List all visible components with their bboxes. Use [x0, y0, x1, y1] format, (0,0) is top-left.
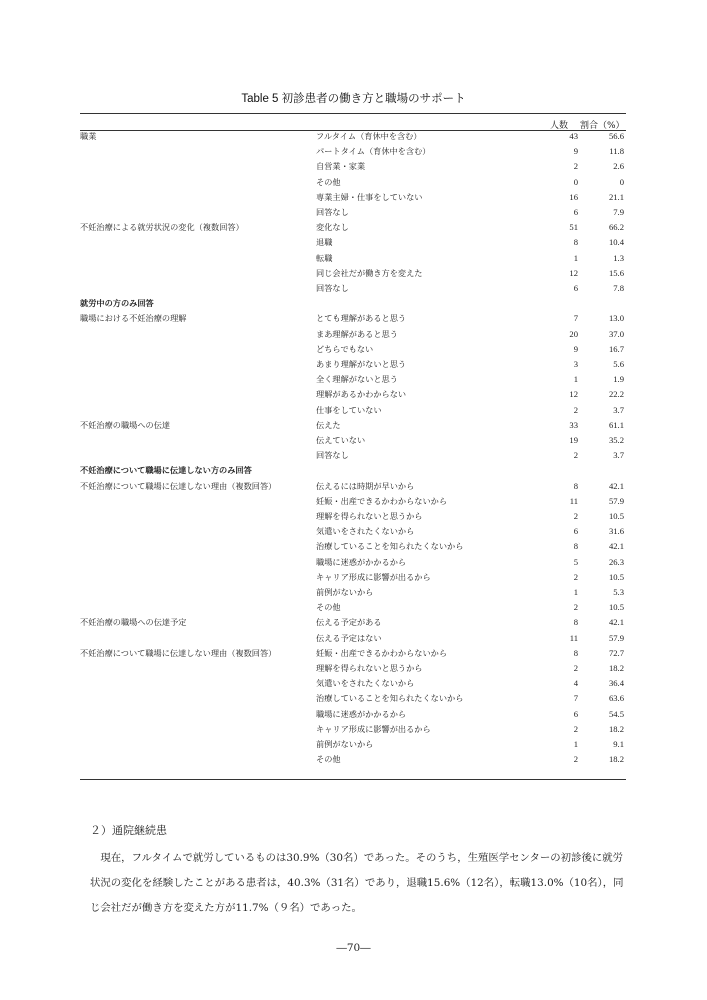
- table-row: [80, 479, 626, 494]
- table-title: Table 5 初診患者の働き方と職場のサポート: [241, 93, 466, 105]
- row-category: 職場における不妊治療の理解: [80, 313, 187, 324]
- row-item: 回答なし: [316, 207, 349, 217]
- row-percent: 5.6: [613, 359, 624, 369]
- row-category: 就労中の方のみ回答: [80, 298, 154, 309]
- row-percent: 26.3: [608, 556, 624, 567]
- row-percent: 3.7: [613, 404, 624, 415]
- row-item: 伝えるには時期が早いから: [316, 480, 415, 491]
- row-percent: 13.0: [608, 313, 624, 324]
- row-item: 妊娠・出産できるかわからないから: [316, 647, 448, 658]
- row-item: キャリア形成に影響が出るから: [316, 723, 431, 734]
- table-row: [80, 463, 626, 478]
- row-item: 自営業・家業: [316, 161, 366, 172]
- row-count: 11: [569, 632, 578, 643]
- table-row: [80, 691, 626, 706]
- table-row: [80, 570, 626, 585]
- row-count: 2: [573, 663, 578, 673]
- row-percent: 16.7: [608, 343, 624, 354]
- table-row: [80, 129, 626, 144]
- row-category: 不妊治療について職場に伝達しない理由（複数回答）: [80, 480, 277, 491]
- table-row: [80, 615, 626, 630]
- row-count: 8: [573, 237, 578, 248]
- table-row: [80, 555, 626, 570]
- table-row: [80, 342, 626, 357]
- row-percent: 57.9: [608, 632, 624, 643]
- row-percent: 21.1: [608, 191, 624, 202]
- row-item: 気遣いをされたくないから: [316, 678, 415, 689]
- row-percent: 10.4: [608, 237, 624, 248]
- row-count: 5: [573, 556, 578, 567]
- row-category: 不妊治療について職場に伝達しない理由（複数回答）: [80, 647, 277, 658]
- row-count: 1: [573, 587, 578, 597]
- section-heading: ２）通院継続患: [90, 824, 167, 837]
- row-percent: 35.2: [608, 435, 624, 445]
- table-row: [80, 327, 626, 342]
- row-count: 9: [573, 146, 578, 157]
- row-count: 51: [569, 222, 578, 233]
- table-row: [80, 737, 626, 752]
- row-item: 伝えた: [316, 419, 341, 430]
- row-count: 2: [573, 602, 578, 613]
- row-percent: 18.2: [608, 723, 624, 734]
- table-row: [80, 433, 626, 448]
- row-category: 不妊治療について職場に伝達しない方のみ回答: [80, 465, 252, 476]
- row-count: 12: [569, 267, 578, 278]
- row-item: フルタイム（育休中を含む）: [316, 131, 422, 141]
- row-percent: 31.6: [608, 526, 624, 537]
- row-count: 16: [569, 191, 578, 202]
- row-count: 2: [573, 571, 578, 582]
- table-row: [80, 190, 626, 205]
- row-item: 理解を得られないと思うから: [316, 511, 423, 521]
- row-count: 8: [573, 647, 578, 658]
- table-row: [80, 524, 626, 539]
- row-item: 気遣いをされたくないから: [316, 526, 415, 537]
- row-percent: 18.2: [608, 754, 624, 765]
- row-percent: 36.4: [608, 678, 624, 689]
- row-item: 同じ会社だが働き方を変えた: [316, 267, 423, 278]
- table-row: [80, 494, 626, 509]
- table-row: [80, 448, 626, 463]
- row-category: 職業: [80, 131, 97, 141]
- row-percent: 7.8: [613, 283, 624, 293]
- row-count: 1: [573, 374, 578, 385]
- page-number: ―70―: [336, 942, 371, 954]
- row-item: 退職: [316, 237, 333, 248]
- table-bottom-rule: [80, 779, 626, 780]
- row-percent: 10.5: [608, 571, 624, 582]
- row-percent: 56.6: [608, 131, 624, 141]
- row-item: その他: [316, 602, 341, 613]
- table-row: [80, 372, 626, 387]
- row-item: まあ理解があると思う: [316, 328, 398, 339]
- row-percent: 61.1: [608, 419, 624, 430]
- row-count: 2: [573, 723, 578, 734]
- table-row: [80, 585, 626, 600]
- row-item: 全く理解がないと思う: [316, 374, 398, 385]
- row-count: 2: [573, 404, 578, 415]
- row-category: 不妊治療の職場への伝達: [80, 419, 171, 430]
- table-row: [80, 251, 626, 266]
- table-row: [80, 600, 626, 615]
- row-item: 理解があるかわからない: [316, 389, 407, 400]
- row-count: 20: [569, 328, 578, 339]
- row-percent: 42.1: [608, 480, 624, 491]
- row-item: 職場に迷惑がかかるから: [316, 556, 407, 567]
- row-item: あまり理解がないと思う: [316, 359, 407, 369]
- row-percent: 3.7: [613, 450, 624, 461]
- row-item: その他: [316, 176, 341, 187]
- row-item: 回答なし: [316, 283, 349, 293]
- row-count: 2: [573, 511, 578, 521]
- row-item: 仕事をしていない: [316, 404, 382, 415]
- table-top-rule: [80, 113, 626, 114]
- row-count: 19: [569, 435, 578, 445]
- row-percent: 54.5: [608, 708, 624, 719]
- row-count: 4: [573, 678, 578, 689]
- row-count: 6: [573, 708, 578, 719]
- row-category: 不妊治療による就労状況の変化（複数回答）: [80, 222, 244, 233]
- row-count: 1: [573, 252, 578, 263]
- row-item: とても理解があると思う: [316, 313, 407, 324]
- table-row: [80, 403, 626, 418]
- row-count: 2: [573, 450, 578, 461]
- table-row: [80, 539, 626, 554]
- row-percent: 2.6: [613, 161, 624, 172]
- row-count: 33: [569, 419, 578, 430]
- row-percent: 42.1: [608, 617, 624, 628]
- table-row: [80, 357, 626, 372]
- table-row: [80, 722, 626, 737]
- row-percent: 22.2: [608, 389, 624, 400]
- table-row: [80, 752, 626, 767]
- row-count: 43: [569, 131, 578, 141]
- row-item: 変化なし: [316, 222, 349, 233]
- row-item: 治療していることを知られたくないから: [316, 541, 464, 552]
- row-item: 伝えていない: [316, 435, 366, 445]
- table-row: [80, 266, 626, 281]
- row-count: 6: [573, 526, 578, 537]
- row-item: 前例がないから: [316, 587, 374, 597]
- row-item: 回答なし: [316, 450, 349, 461]
- body-paragraph: 現在，フルタイムで就労しているものは30.9%（30名）であった。そのうち，生殖医学センターの初診後に就労状況の変化を経験したことがある患者は，40.3%（31名）であり，退職15.6%（12名），転職13.0%（10名），同じ会社だが働き方を変えた方が11.7%（９名）であった。: [90, 852, 624, 914]
- row-count: 3: [573, 359, 578, 369]
- row-count: 6: [573, 207, 578, 217]
- table-row: [80, 144, 626, 159]
- row-percent: 37.0: [608, 328, 624, 339]
- table-row: [80, 509, 626, 524]
- row-item: 伝える予定がある: [316, 617, 382, 628]
- row-item: 伝える予定はない: [316, 632, 382, 643]
- row-count: 7: [573, 313, 578, 324]
- row-percent: 9.1: [613, 739, 624, 749]
- row-count: 11: [569, 495, 578, 506]
- table-row: [80, 646, 626, 661]
- row-percent: 63.6: [608, 693, 624, 704]
- row-item: パートタイム（育休中を含む）: [316, 146, 431, 157]
- row-percent: 5.3: [613, 587, 624, 597]
- table-row: [80, 175, 626, 190]
- row-item: その他: [316, 754, 341, 765]
- row-count: 0: [573, 176, 578, 187]
- row-percent: 66.2: [608, 222, 624, 233]
- row-count: 12: [569, 389, 578, 400]
- row-count: 6: [573, 283, 578, 293]
- table-row: [80, 631, 626, 646]
- table-row: [80, 661, 626, 676]
- row-item: 理解を得られないと思うから: [316, 663, 423, 673]
- header-count: 人数: [550, 121, 569, 131]
- row-count: 8: [573, 480, 578, 491]
- row-percent: 1.9: [613, 374, 624, 385]
- row-percent: 11.8: [609, 146, 624, 157]
- row-percent: 18.2: [608, 663, 624, 673]
- row-item: キャリア形成に影響が出るから: [316, 571, 431, 582]
- table-row: [80, 676, 626, 691]
- table-row: [80, 296, 626, 311]
- row-percent: 42.1: [608, 541, 624, 552]
- row-count: 8: [573, 541, 578, 552]
- row-percent: 15.6: [608, 267, 624, 278]
- row-count: 2: [573, 161, 578, 172]
- row-percent: 57.9: [608, 495, 624, 506]
- table-row: [80, 387, 626, 402]
- row-item: 転職: [316, 252, 333, 263]
- row-percent: 10.5: [608, 511, 624, 521]
- row-percent: 1.3: [613, 252, 624, 263]
- table-row: [80, 220, 626, 235]
- row-item: 妊娠・出産できるかわからないから: [316, 495, 448, 506]
- row-item: 専業主婦・仕事をしていない: [316, 191, 423, 202]
- row-category: 不妊治療の職場への伝達予定: [80, 617, 187, 628]
- row-count: 1: [573, 739, 578, 749]
- row-item: 治療していることを知られたくないから: [316, 693, 464, 704]
- table-row: [80, 418, 626, 433]
- row-percent: 0: [619, 176, 624, 187]
- table-row: [80, 205, 626, 220]
- table-row: [80, 311, 626, 326]
- row-percent: 72.7: [608, 647, 624, 658]
- row-percent: 7.9: [613, 207, 624, 217]
- table-row: [80, 159, 626, 174]
- row-percent: 10.5: [608, 602, 624, 613]
- row-item: 職場に迷惑がかかるから: [316, 708, 407, 719]
- table-row: [80, 707, 626, 722]
- row-item: 前例がないから: [316, 739, 374, 749]
- row-count: 7: [573, 693, 578, 704]
- table-row: [80, 235, 626, 250]
- row-count: 2: [573, 754, 578, 765]
- row-item: どちらでもない: [316, 343, 374, 354]
- row-count: 8: [573, 617, 578, 628]
- row-count: 9: [573, 343, 578, 354]
- header-ratio: 割合（%）: [580, 121, 625, 131]
- table-row: [80, 281, 626, 296]
